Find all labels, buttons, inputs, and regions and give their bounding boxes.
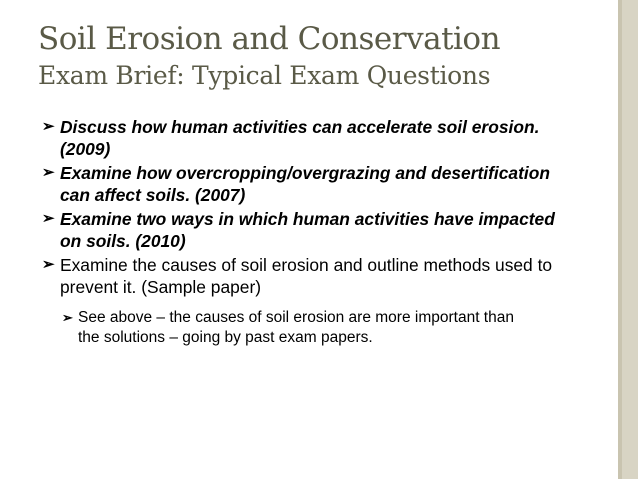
list-item [42, 116, 572, 160]
bullet-text: Examine two ways in which human activities have impacted on soils. (2010) [60, 209, 555, 251]
arrow-bullet-icon: ➢ [42, 164, 55, 181]
list-item [42, 254, 572, 298]
arrow-bullet-icon: ➢ [42, 256, 55, 273]
list-item [42, 162, 572, 206]
title-block [38, 22, 618, 90]
bullet-list [42, 116, 572, 348]
slide-title: Soil Erosion and Conservation [38, 21, 501, 57]
bullet-text: Discuss how human activities can accelerate soil erosion.(2009) [60, 117, 540, 159]
list-item [42, 208, 572, 252]
decorative-side-bar [618, 0, 638, 479]
arrow-bullet-icon: ➢ [62, 310, 73, 325]
slide-subtitle: Exam Brief: Typical Exam Questions [38, 60, 491, 90]
arrow-bullet-icon: ➢ [42, 210, 55, 227]
bullet-text: Examine the causes of soil erosion and outline methods used to prevent it. (Sample paper) [60, 255, 553, 297]
sub-list-item [62, 308, 538, 348]
sub-bullet-text: See above – the causes of soil erosion are more important than the solutions – going by past exam papers. [78, 309, 514, 346]
bullet-text: Examine how overcropping/overgrazing and desertification can affect soils. (2007) [60, 163, 550, 205]
arrow-bullet-icon: ➢ [42, 118, 55, 135]
